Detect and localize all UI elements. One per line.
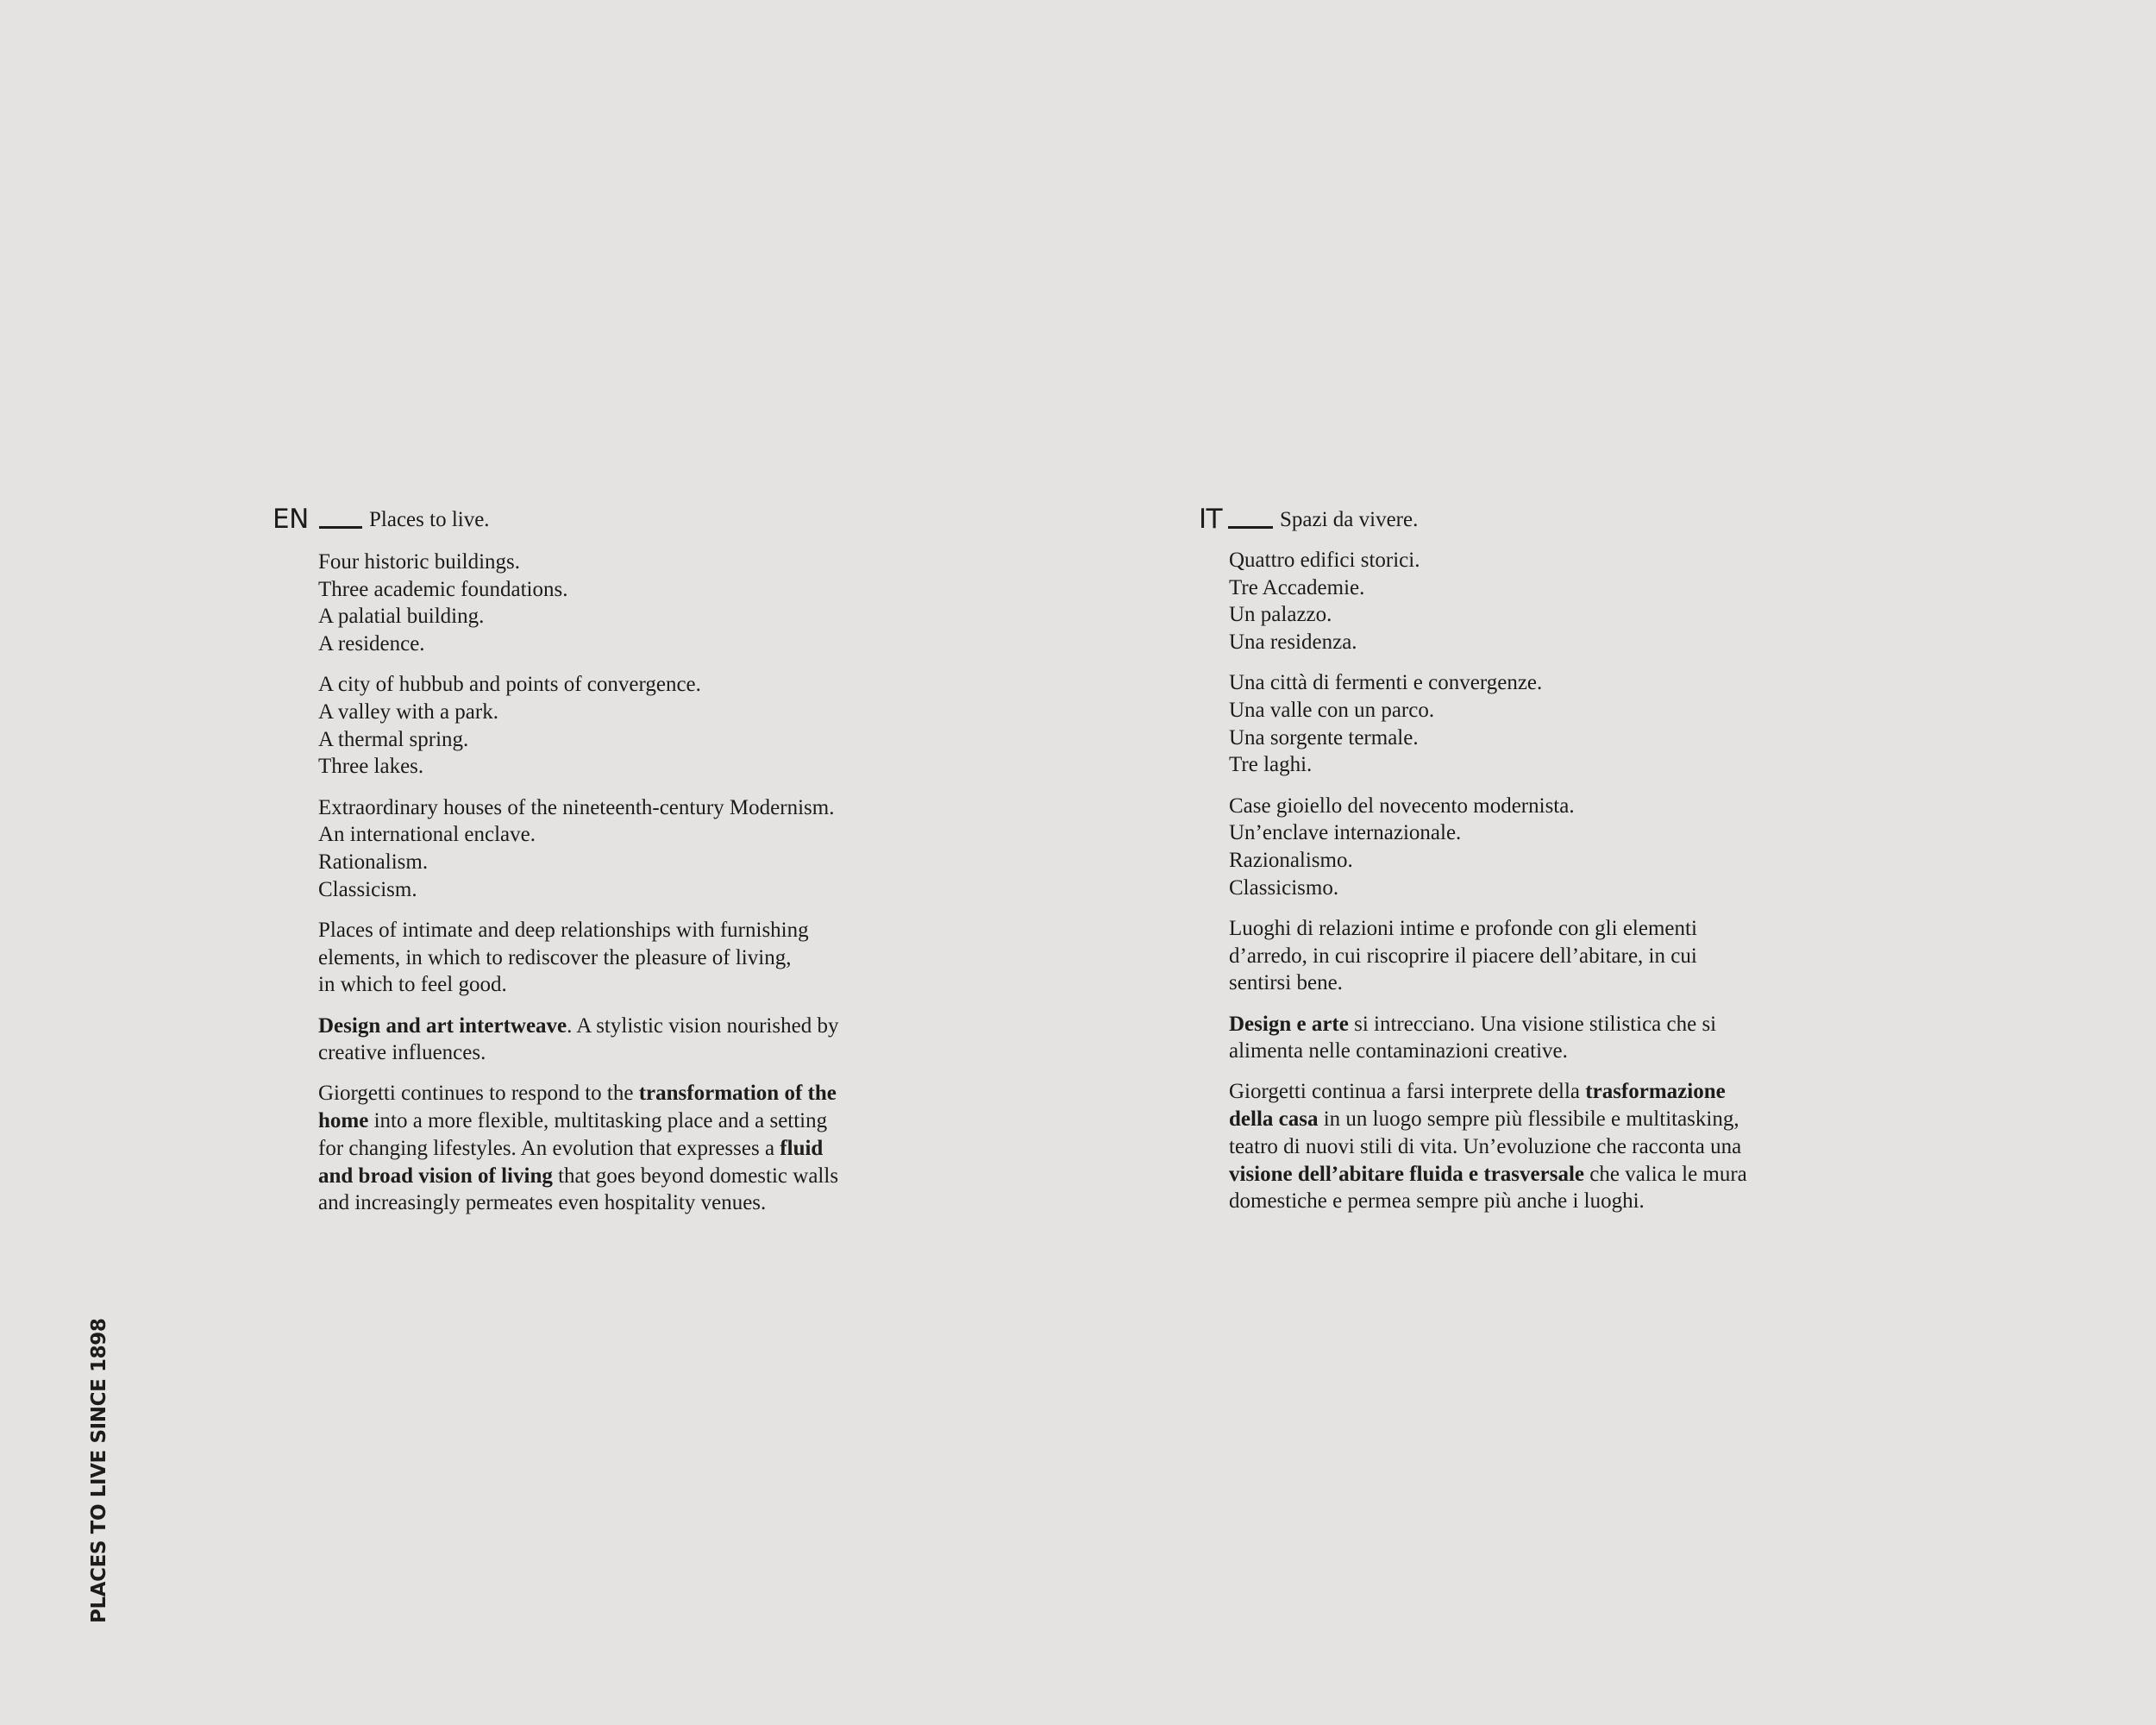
text-line: sentirsi bene. [1229, 971, 1343, 995]
body-column-it [1229, 547, 1747, 1228]
text-run: si intrecciano. Una visione stilistica che si [1348, 1012, 1717, 1036]
text-line: creative influences. [318, 1041, 486, 1065]
text-line: A city of hubbub and points of convergence. [318, 673, 701, 697]
text-line: A thermal spring. [318, 727, 469, 751]
text-line: Una città di fermenti e convergenze. [1229, 671, 1543, 695]
text-line: teatro di nuovi stili di vita. Un’evoluzione che racconta una [1229, 1134, 1742, 1158]
paragraph-it-6 [1229, 1078, 1747, 1215]
text-line [1229, 1078, 1747, 1106]
text-line: Un palazzo. [1229, 603, 1332, 627]
text-run: that goes beyond domestic walls [552, 1164, 839, 1188]
text-line [1229, 1011, 1747, 1038]
paragraph-en-5 [318, 1013, 838, 1067]
text-line [318, 1080, 838, 1107]
text-line: A residence. [318, 632, 425, 656]
text-line [318, 1013, 838, 1040]
section-title-en: Places to live. [369, 508, 490, 531]
title-divider-it [1228, 526, 1273, 529]
language-code-it: IT [1199, 504, 1223, 535]
text-line: Razionalismo. [1229, 849, 1353, 873]
text-run: Giorgetti continua a farsi interprete della [1229, 1080, 1586, 1104]
bold-phrase: visione dell’abitare fluida e trasversale [1229, 1162, 1584, 1186]
bold-phrase: trasformazione [1585, 1080, 1726, 1104]
bold-phrase: and broad vision of living [318, 1164, 553, 1188]
text-line: Extraordinary houses of the nineteenth-century Modernism. [318, 795, 835, 819]
text-line: Case gioiello del novecento modernista. [1229, 794, 1575, 818]
text-line [318, 1107, 838, 1135]
paragraph-en-1 [318, 549, 838, 658]
text-line: Quattro edifici storici. [1229, 549, 1420, 572]
text-run: che valica le mura [1584, 1162, 1747, 1186]
paragraph-en-3 [318, 794, 838, 904]
paragraph-it-4 [1229, 915, 1747, 997]
text-line: A palatial building. [318, 605, 485, 629]
bold-phrase: della casa [1229, 1107, 1319, 1132]
text-line: Three academic foundations. [318, 577, 568, 601]
text-line [318, 1135, 838, 1163]
text-line: domestiche e permea sempre più anche i luoghi. [1229, 1189, 1645, 1214]
text-line: An international enclave. [318, 823, 536, 847]
paragraph-en-4 [318, 917, 838, 999]
text-line: Three lakes. [318, 755, 424, 779]
paragraph-en-2 [318, 671, 838, 781]
text-line: Tre laghi. [1229, 753, 1313, 777]
text-run: into a more flexible, multitasking place and a setting [368, 1109, 828, 1133]
bold-phrase: Design and art intertweave [318, 1013, 567, 1038]
text-line: and increasingly permeates even hospitality venues. [318, 1191, 767, 1215]
text-line: Luoghi di relazioni intime e profonde con gli elementi [1229, 916, 1697, 940]
text-run: . A stylistic vision nourished by [567, 1013, 839, 1038]
paragraph-it-1 [1229, 547, 1747, 656]
paragraph-it-5 [1229, 1011, 1747, 1065]
text-line: Classicismo. [1229, 875, 1339, 900]
text-run: in un luogo sempre più flessibile e multitasking, [1318, 1107, 1739, 1132]
text-line: Una residenza. [1229, 630, 1357, 655]
paragraph-en-6 [318, 1080, 838, 1217]
text-line [1229, 1106, 1747, 1133]
paragraph-it-3 [1229, 793, 1747, 902]
text-line: elements, in which to rediscover the pleasure of living, [318, 945, 792, 969]
language-code-en: EN [273, 504, 309, 535]
vertical-tagline: PLACES TO LIVE SINCE 1898 [88, 1318, 110, 1623]
text-line: Places of intimate and deep relationships with furnishing [318, 918, 809, 942]
bold-phrase: home [318, 1109, 369, 1133]
text-line: in which to feel good. [318, 973, 507, 997]
section-title-it: Spazi da vivere. [1280, 508, 1419, 531]
text-line: alimenta nelle contaminazioni creative. [1229, 1039, 1568, 1063]
text-line: Rationalism. [318, 850, 429, 875]
text-line: d’arredo, in cui riscoprire il piacere dell’abitare, in cui [1229, 944, 1697, 968]
text-line: Una sorgente termale. [1229, 725, 1419, 750]
text-line [1229, 1161, 1747, 1189]
bold-phrase: Design e arte [1229, 1012, 1349, 1036]
text-line: Tre Accademie. [1229, 575, 1365, 599]
title-divider-en [319, 526, 362, 529]
text-line: Classicism. [318, 877, 417, 901]
bold-phrase: transformation of the [638, 1082, 837, 1106]
paragraph-it-2 [1229, 669, 1747, 779]
bold-phrase: fluid [780, 1136, 824, 1160]
text-run: for changing lifestyles. An evolution that expresses a [318, 1136, 780, 1160]
text-line: A valley with a park. [318, 700, 498, 724]
text-line: Un’enclave internazionale. [1229, 821, 1462, 845]
text-line: Una valle con un parco. [1229, 699, 1435, 723]
text-line [318, 1163, 838, 1190]
text-line: Four historic buildings. [318, 550, 521, 574]
body-column-en [318, 549, 838, 1230]
text-run: Giorgetti continues to respond to the [318, 1082, 639, 1106]
